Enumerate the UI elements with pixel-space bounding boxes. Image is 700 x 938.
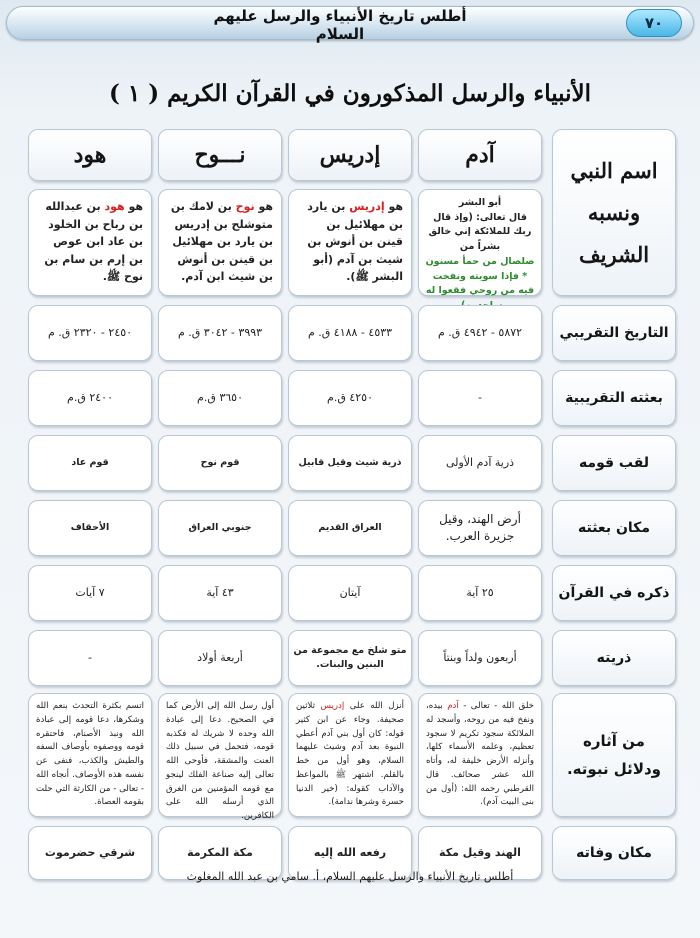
row-label-death: مكان وفاته [552,826,676,880]
hud-bio-name: هود [104,200,125,213]
people-hud: قوم عاد [28,435,152,491]
nuh-bio-post: بن لامك بن متوشلح بن إدريس بن يارد بن مهلائيل بن قينن بن أنوش بن شيث ابن آدم. [170,200,273,284]
place-nuh: جنوبي العراق [158,500,282,556]
idris-bio-pre: هو [384,200,403,213]
adam-bio-verse: صلصال من حمأ مسنون * فإذا سويته ونفخت فيه من روحي فقعوا له [425,255,535,297]
nuh-signs-pre: أول رسل الله إلى الأرض كما في الصحيح. دعا إلى عبادة الله وحده لا شريك له فكذبه قومه، فتحمل في سبيل ذلك العنت والمشقة، فأوحى الله تعالى إليه صناعة الفلك لينجو مع قومه المؤمنين من الغرق الذي أرسله الله على الكافرين. [166,701,274,821]
row-label-name-line3: الشريف [578,241,650,267]
book-title: أطلس تاريخ الأنبياء والرسل عليهم السلام [213,7,467,43]
page-title: الأنبياء والرسل المذكورون في القرآن الكريم ( ١ ) [108,80,592,107]
offspring-adam: أربعون ولداً وبنتاً [418,630,542,686]
hud-bio-post: بن عبدالله بن رباح بن الخلود بن عاد ابن عوص بن إرم بن سام بن نوح ﷺ. [44,200,143,284]
adam-signs-name: آدم [447,701,459,711]
adam-signs-post: بيده، ونفخ فيه من روحه، وأسجد له الملائكة سجود تكريم لا سجود تعظيم، وعلمه الأسماء كلها، وأنزله الأرض خليفة له، وأتاه الله عشر صحائف. قال القرطبي رحمه الله: (أول من بنى البيت آدم). [426,701,534,808]
date-hud: ٢٤٥٠ - ٢٣٢٠ ق. م [28,305,152,361]
quran-adam: ٢٥ آية [418,565,542,621]
quran-idris: آيتان [288,565,412,621]
prophet-header-adam: آدم [418,129,542,181]
prophet-bio-hud [28,189,152,296]
prophet-header-hud: هود [28,129,152,181]
row-label-date: التاريخ التقريبي [552,305,676,361]
row-label-mission: بعثته التقريبية [552,370,676,426]
mission-nuh: ٣٦٥٠ ق.م [158,370,282,426]
adam-bio-intro: قال تعالى: (وإذ قال ربك للملائكة إني خالق بشراً من [428,211,532,253]
date-adam: ٥٨٧٢ - ٤٩٤٢ ق. م [418,305,542,361]
place-adam: أرض الهند، وقيل جزيرة العرب. [418,500,542,556]
place-idris: العراق القديم [288,500,412,556]
hud-bio-pre: هو [124,200,143,213]
row-label-quran: ذكره في القرآن [552,565,676,621]
mission-adam: - [418,370,542,426]
mission-hud: ٢٤٠٠ ق.م [28,370,152,426]
place-hud: الأحقاف [28,500,152,556]
people-nuh: قوم نوح [158,435,282,491]
row-label-name-line1: اسم النبي [570,157,658,183]
death-nuh: مكة المكرمة [158,826,282,880]
row-label-signs: من آثاره ودلائل نبوته. [552,693,676,817]
prophet-header-idris: إدريس [288,129,412,181]
prophet-bio-idris [288,189,412,296]
row-label-people: لقب قومه [552,435,676,491]
offspring-nuh: أربعة أولاد [158,630,282,686]
prophet-bio-nuh [158,189,282,296]
source-citation: أطلس تاريخ الأنبياء والرسل عليهم السلام، أ. سامي بن عبد الله المغلوث [186,870,514,883]
adam-signs-pre: خلق الله - تعالى - [458,701,534,711]
prophet-bio-adam [418,189,542,296]
row-label-offspring: ذريته [552,630,676,686]
date-idris: ٤٥٣٣ - ٤١٨٨ ق. م [288,305,412,361]
quran-nuh: ٤٣ آية [158,565,282,621]
signs-hud [28,693,152,817]
people-adam: ذرية آدم الأولى [418,435,542,491]
quran-hud: ٧ آيات [28,565,152,621]
idris-bio-post: بن يارد بن مهلائيل بن قينن بن أنوش بن شيث بن آدم (أبو البشر ﷺ). [307,200,403,284]
people-idris: ذرية شيث وقيل قابيل [288,435,412,491]
signs-nuh [158,693,282,821]
offspring-hud: - [28,630,152,686]
adam-bio-title: أبو البشر [458,197,502,208]
row-label-name [552,129,676,296]
hud-signs-pre: اتسم بكثرة التحدث بنعم الله وشكرها، دعا قومه إلى عبادة الله ونبذ الأصنام، فاحتقره قومه ووصفوه بأوصاف السفه والطيش والكذب، فنفى عن نفسه هذه الأوصاف. أنجاه الله - تعالى - من الكارثة التي حلت بقومه العصاة. [36,701,144,808]
idris-signs-name: إدريس [320,701,345,711]
death-adam: الهند وقيل مكة [418,826,542,880]
signs-adam [418,693,542,817]
signs-idris [288,693,412,817]
death-idris: رفعه الله إليه [288,826,412,880]
idris-signs-post: ثلاثين صحيفة. وجاء عن ابن كثير قوله: كان أول بني آدم أعطي النبوة بعد آدم وشيث عليهما السلام، وهو أول من خط بالقلم. اشتهر ﷺ بالمواعظ والآداب كقوله: (خير الدنيا حسرة وشرها ندامة). [296,701,404,808]
nuh-bio-name: نوح [235,200,255,213]
date-nuh: ٣٩٩٣ - ٣٠٤٢ ق. م [158,305,282,361]
idris-bio-name: إدريس [349,200,385,213]
idris-signs-pre: أنزل الله على [344,701,404,711]
prophet-header-nuh: نـــوح [158,129,282,181]
death-hud: شرقي حضرموت [28,826,152,880]
offspring-idris: متو شلخ مع مجموعة من البنين والبنات. [288,630,412,686]
nuh-bio-pre: هو [254,200,273,213]
mission-idris: ٤٢٥٠ ق.م [288,370,412,426]
page-number: ٧٠ [626,9,682,37]
row-label-name-line2: ونسبه [587,199,641,225]
row-label-place: مكان بعثته [552,500,676,556]
